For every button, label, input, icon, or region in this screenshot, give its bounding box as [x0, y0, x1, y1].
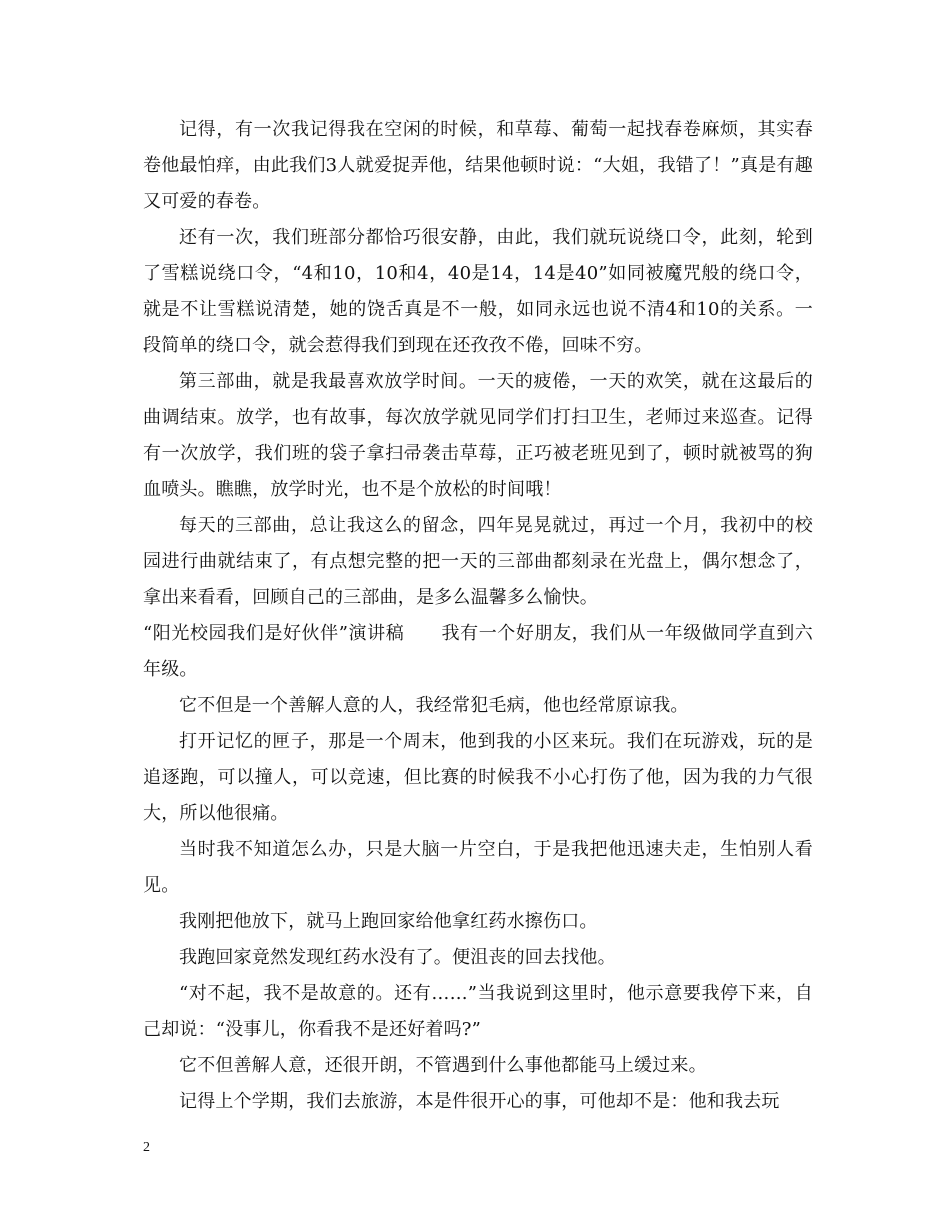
paragraph-11: “对不起，我不是故意的。还有……”当我说到这里时，他示意要我停下来，自己却说：“没事儿，你看我不是还好着吗?”	[143, 983, 813, 1040]
paragraph-8: 当时我不知道怎么办，只是大脑一片空白，于是我把他迅速夫走，生怕别人看见。	[143, 839, 813, 896]
paragraph-1: 记得，有一次我记得我在空闲的时候，和草莓、葡萄一起找春卷麻烦，其实春卷他最怕痒，由此我们3人就爱捉弄他，结果他顿时说：“大姐，我错了！”真是有趣又可爱的春卷。	[143, 119, 813, 212]
paragraph-4: 每天的三部曲，总让我这么的留念，四年晃晃就过，再过一个月，我初中的校园进行曲就结束了，有点想完整的把一天的三部曲都刻录在光盘上，偶尔想念了，拿出来看看，回顾自己的三部曲，是多么温馨多么愉快。	[143, 515, 813, 608]
page-number: 2	[143, 1140, 150, 1155]
paragraph-13: 记得上个学期，我们去旅游，本是件很开心的事，可他却不是：他和我去玩	[179, 1091, 780, 1112]
paragraph-12: 它不但善解人意，还很开朗，不管遇到什么事他都能马上缓过来。	[179, 1055, 707, 1076]
paragraph-7: 打开记忆的匣子，那是一个周末，他到我的小区来玩。我们在玩游戏，玩的是追逐跑，可以撞人，可以竞速，但比赛的时候我不小心打伤了他，因为我的力气很大，所以他很痛。	[143, 731, 813, 824]
document-body	[143, 112, 813, 1120]
paragraph-6: 它不但是一个善解人意的人，我经常犯毛病，他也经常原谅我。	[179, 695, 689, 716]
paragraph-2: 还有一次，我们班部分都恰巧很安静，由此，我们就玩说绕口令，此刻，轮到了雪糕说绕口令，“4和10，10和4，40是14，14是40”如同被魔咒般的绕口令，就是不让雪糕说清楚，她的饶舌真是不一般，如同永远也说不清4和10的关系。一段简单的绕口令，就会惹得我们到现在还孜孜不倦，回味不穷。	[143, 227, 813, 356]
speech-title-paragraph: “阳光校园我们是好伙伴”演讲稿 我有一个好朋友，我们从一年级做同学直到六年级。	[143, 623, 813, 680]
paragraph-3: 第三部曲，就是我最喜欢放学时间。一天的疲倦，一天的欢笑，就在这最后的曲调结束。放学，也有故事，每次放学就见同学们打扫卫生，老师过来巡查。记得有一次放学，我们班的袋子拿扫帚袭击草莓，正巧被老班见到了，顿时就被骂的狗血喷头。瞧瞧，放学时光，也不是个放松的时间哦！	[143, 371, 813, 500]
paragraph-10: 我跑回家竟然发现红药水没有了。便沮丧的回去找他。	[179, 947, 616, 968]
paragraph-9: 我刚把他放下，就马上跑回家给他拿红药水擦伤口。	[179, 911, 598, 932]
